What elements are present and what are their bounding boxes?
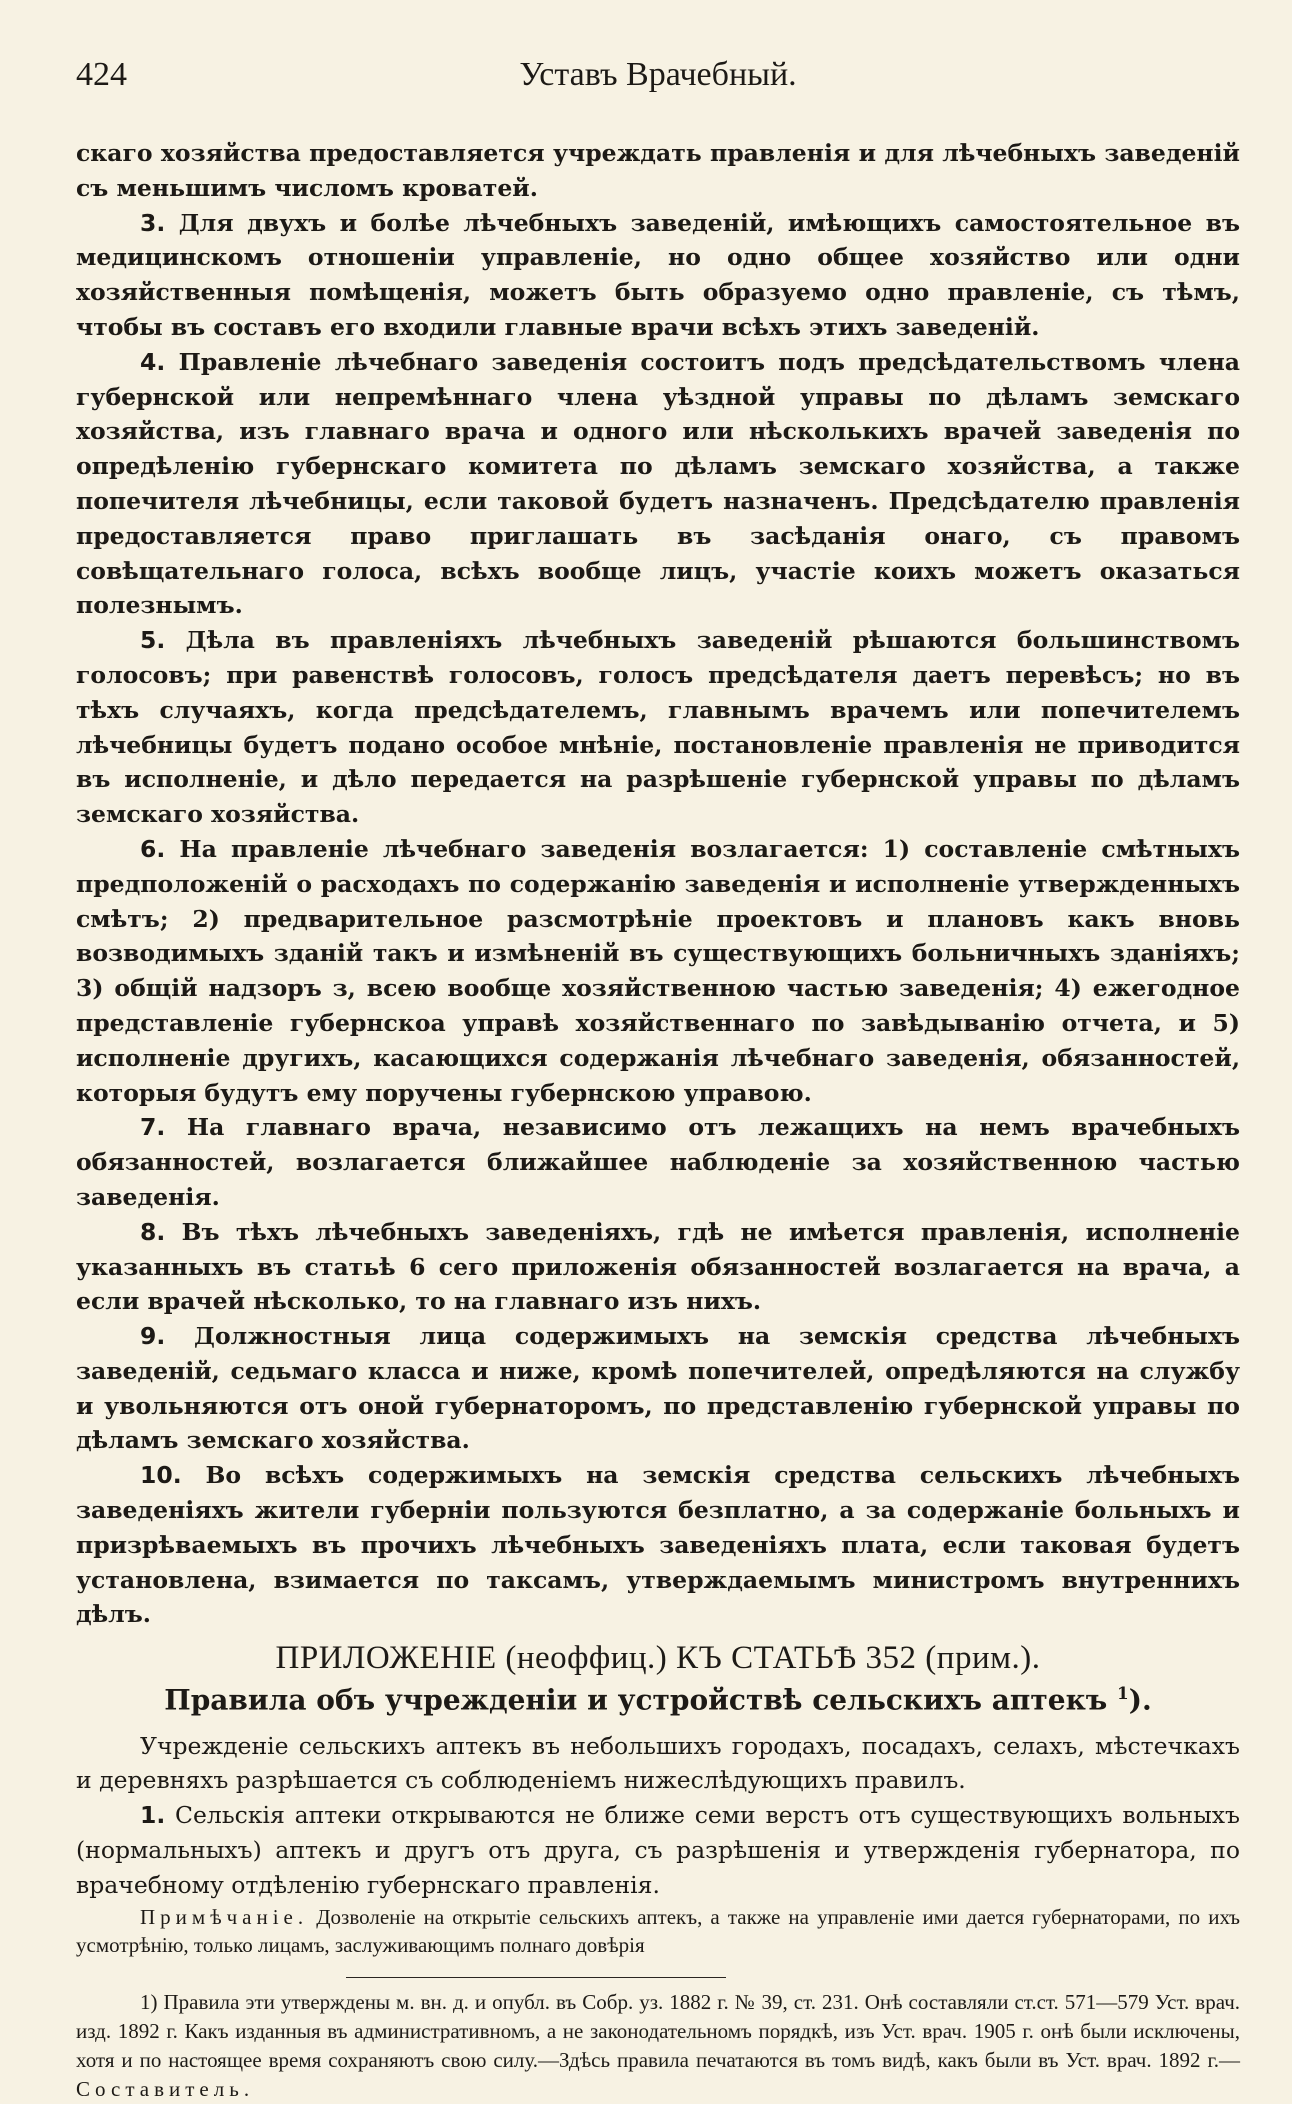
main-text [76,136,1240,1632]
running-title: Уставъ Врачебный. [519,56,797,93]
paragraph-4 [76,345,1240,623]
paragraph-continuation [76,136,1240,206]
appendix-text [76,1729,1240,1903]
paragraph-3 [76,206,1240,345]
appendix-heading: ПРИЛОЖЕНІЕ (неоффиц.) КЪ СТАТЬѢ 352 (прим.). [275,1640,1041,1677]
page-number: 424 [76,56,127,93]
paragraph-text: Дѣла въ правленіяхъ лѣчебныхъ заведеній рѣшаются большинствомъ голосовъ; при равенствѣ голосовъ, голосъ предсѣдателя даетъ перевѣсъ; но въ тѣхъ случаяхъ, когда предсѣдателемъ, главнымъ врачемъ или попечителемъ лѣчебницы будетъ подано особое мнѣніе, постановленіе правленія не приводится въ исполненіе, и дѣло передается на разрѣшеніе губернской управы по дѣламъ земскаго хозяйства. [76,626,1240,829]
rule-1 [76,1798,1240,1902]
rules-title-end: ). [1128,1683,1152,1717]
footnote-divider [346,1977,726,1978]
note [76,1903,1240,1959]
paragraph-number: 6. [140,834,166,863]
paragraph-number: 10. [140,1461,182,1490]
paragraph-5 [76,623,1240,832]
rule-number: 1. [140,1801,166,1830]
footnote-signature: Составитель. [76,2076,255,2101]
paragraph-10 [76,1458,1240,1632]
paragraph-number: 8. [140,1217,166,1246]
paragraph-text: Правленіе лѣчебнаго заведенія состоитъ подъ предсѣдательствомъ члена губернской или непремѣннаго члена уѣздной управы по дѣламъ земскаго хозяйства, изъ главнаго врача и одного или нѣсколькихъ врачей заведенія по опредѣленію губернскаго комитета по дѣламъ земскаго хозяйства, а также попечителя лѣчебницы, если таковой будетъ назначенъ. Предсѣдателю правленія предоставляется право приглашать въ засѣданія онаго, съ правомъ совѣщательнаго голоса, всѣхъ вообще лицъ, участіе коихъ можетъ оказаться полезнымъ. [76,347,1241,620]
footnote-text: Правила эти утверждены м. вн. д. и опубл. въ Собр. уз. 1882 г. № 39, ст. 231. Онѣ составляли ст.ст. 571—579 Уст. врач. изд. 1892 г. Какъ изданныя въ административномъ, а не законодательномъ порядкѣ, изъ Уст. врач. 1905 г. онѣ были исключены, хотя и по настоящее время сохраняютъ свою силу.—Здѣсь правила печатаются въ томъ видѣ, какъ были въ Уст. врач. 1892 г.— [76,1989,1241,2072]
footnote-marker-bottom: 1) [140,1989,158,2014]
paragraph-text: Во всѣхъ содержимыхъ на земскія средства сельскихъ лѣчебныхъ заведеніяхъ жители губерніи пользуются безплатно, а за содержаніе больныхъ и призрѣваемыхъ въ прочихъ лѣчебныхъ заведеніяхъ плата, если таковая будетъ установлена, взимается по таксамъ, утверждаемымъ министромъ внутреннихъ дѣлъ. [76,1461,1241,1629]
paragraph-number: 7. [140,1113,166,1142]
paragraph-number: 9. [140,1322,166,1351]
footnote-marker: 1 [1117,1683,1129,1704]
paragraph-text: Для двухъ и болѣе лѣчебныхъ заведеній, имѣющихъ самостоятельное въ медицинскомъ отношеніи управленіе, но одно общее хозяйство или одни хозяйственныя помѣщенія, можетъ быть образуемо одно правленіе, съ тѣмъ, чтобы въ составъ его входили главные врачи всѣхъ этихъ заведеній. [76,208,1240,341]
footnote [76,1988,1240,2104]
note-label: Примѣчаніе. [140,1904,309,1929]
appendix-intro: Учрежденіе сельскихъ аптекъ въ небольшихъ городахъ, посадахъ, селахъ, мѣстечкахъ и деревняхъ разрѣшается съ соблюденіемъ нижеслѣдующихъ правилъ. [76,1731,1240,1795]
rule-text: Сельскія аптеки открываются не ближе семи верстъ отъ существующихъ вольныхъ (нормальныхъ) аптекъ и другъ отъ друга, съ разрѣшенія и утвержденія губернатора, по врачебному отдѣленію губернскаго правленія. [76,1801,1240,1899]
paragraph-text: На главнаго врача, независимо отъ лежащихъ на немъ врачебныхъ обязанностей, возлагается ближайшее наблюденіе за хозяйственною частью заведенія. [76,1113,1240,1211]
paragraph-text: Должностныя лица содержимыхъ на земскія средства лѣчебныхъ заведеній, седьмаго класса и ниже, кромѣ попечителей, опредѣляются на службу и увольняются отъ оной губернаторомъ, по представленію губернской управы по дѣламъ земскаго хозяйства. [76,1322,1240,1455]
paragraph-text: На правленіе лѣчебнаго заведенія возлагается: 1) составленіе смѣтныхъ предположеній о расходахъ по содержанію заведенія и исполненіе утвержденныхъ смѣтъ; 2) предварительное разсмотрѣніе проектовъ и плановъ какъ вновь возводимыхъ зданій такъ и измѣненій въ существующихъ больничныхъ зданіяхъ; 3) общій надзоръ з, всею вообще хозяйственною частью заведенія; 4) ежегодное представленіе губернскоа управѣ хозяйственнаго по завѣдыванію отчета, и 5) исполненіе другихъ, касающихся содержанія лѣчебнаго заведенія, обязанностей, которыя будутъ ему поручены губернскою управою. [76,834,1240,1107]
paragraph-8 [76,1215,1240,1319]
rules-title-text: Правила объ учрежденіи и устройствѣ сельскихъ аптекъ [164,1683,1108,1717]
page-header [76,56,1240,112]
paragraph-7 [76,1110,1240,1214]
paragraph-text: Въ тѣхъ лѣчебныхъ заведеніяхъ, гдѣ не имѣется правленія, исполненіе указанныхъ въ статьѣ 6 сего приложенія обязанностей возлагается на врача, а если врачей нѣсколько, то на главнаго изъ нихъ. [76,1217,1240,1316]
note-text: Дозволеніе на открытіе сельскихъ аптекъ, а также на управленіе ими дается губернаторами, по ихъ усмотрѣнію, только лицамъ, заслуживающимъ полнаго довѣрія [76,1904,1241,1957]
rules-title [76,1683,1240,1716]
paragraph-6 [76,832,1240,1110]
paragraph-number: 4. [140,347,166,376]
paragraph-number: 3. [140,208,166,237]
paragraph-9 [76,1319,1240,1458]
paragraph-text: скаго хозяйства предоставляется учреждать правленія и для лѣчебныхъ заведеній съ меньшимъ числомъ кроватей. [76,139,1240,202]
paragraph-number: 5. [140,626,166,655]
